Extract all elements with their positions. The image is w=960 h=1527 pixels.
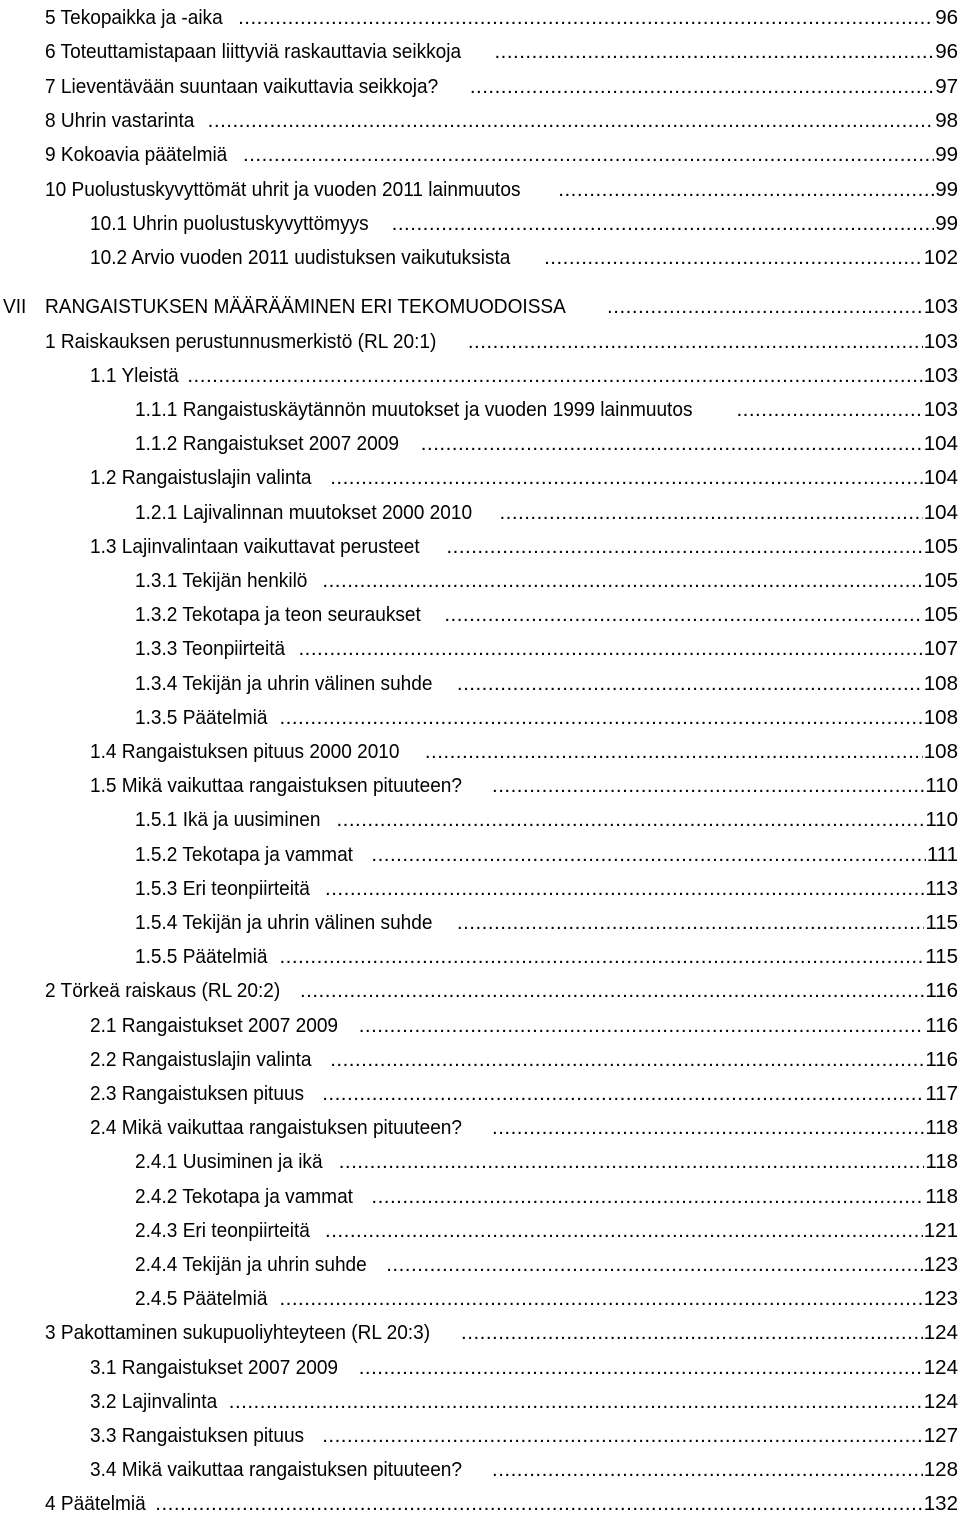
toc-entry-page: 115 [925, 945, 958, 969]
toc-entry-title: 1.5.1 Ikä ja uusiminen [135, 808, 321, 832]
toc-entry-page: 110 [925, 774, 958, 798]
toc-entry-page: 116 [925, 1047, 958, 1071]
toc-entry-page: 132 [923, 1492, 958, 1516]
toc-entry-page: 98 [935, 108, 958, 132]
toc-entry-title: 10.1 Uhrin puolustuskyvyttömyys [90, 211, 369, 235]
toc-entry-page: 96 [935, 40, 958, 64]
toc-entry-page: 104 [923, 432, 958, 456]
toc-entry-title: 1.3.2 Tekotapa ja teon seuraukset [135, 603, 421, 627]
toc-entry-title: 8 Uhrin vastarinta [45, 108, 195, 132]
toc-entry-title: 1.2 Rangaistuslajin valinta [90, 466, 312, 490]
dot-leader [371, 843, 925, 867]
toc-entry-title: 1.2.1 Lajivalinnan muutokset 2000 2010 [135, 500, 473, 524]
toc-entry[interactable] [90, 1452, 958, 1482]
toc-entry-page: 128 [923, 1458, 958, 1482]
toc-entry[interactable] [45, 973, 958, 1003]
toc-entry-title: 1.5.3 Eri teonpiirteitä [135, 876, 310, 900]
toc-entry-page: 99 [935, 211, 958, 235]
toc-entry-page: 116 [925, 1013, 958, 1037]
toc-entry-title: 1.3.3 Teonpiirteitä [135, 637, 286, 661]
dot-leader [492, 1116, 924, 1140]
toc-entry-page: 97 [935, 74, 958, 98]
toc-entry[interactable] [135, 631, 958, 661]
dot-leader [457, 911, 924, 935]
toc-entry[interactable] [135, 1247, 958, 1277]
toc-entry-page: 102 [923, 246, 958, 270]
toc-entry[interactable] [45, 289, 958, 319]
dot-leader [470, 75, 934, 99]
toc-entry-title: 9 Kokoavia päätelmiä [45, 143, 228, 167]
dot-leader [325, 1219, 923, 1243]
toc-entry[interactable] [135, 597, 958, 627]
dot-leader [300, 979, 924, 1003]
toc-entry-page: 105 [923, 569, 958, 592]
toc-entry[interactable] [45, 324, 958, 354]
dot-leader [392, 212, 935, 236]
toc-entry-page: 118 [925, 1150, 958, 1174]
dot-leader [229, 1390, 923, 1414]
toc-entry-page: 99 [935, 143, 958, 167]
toc-entry-page: 118 [925, 1116, 958, 1140]
toc-entry-title: 2 Törkeä raiskaus (RL 20:2) [45, 979, 281, 1003]
toc-entry-title: 3 Pakottaminen sukupuoliyhteyteen (RL 20:3) [45, 1321, 431, 1345]
toc-entry-page: 103 [923, 398, 958, 421]
toc-entry[interactable] [135, 905, 958, 935]
toc-entry-title: 4 Päätelmiä [45, 1492, 146, 1516]
toc-entry-page: 124 [923, 1389, 958, 1413]
dot-leader [421, 432, 923, 456]
toc-entry-title: 1.3.1 Tekijän henkilö [135, 569, 308, 592]
dot-leader [499, 501, 922, 525]
toc-entry-page: 108 [923, 671, 958, 695]
toc-entry[interactable] [45, 69, 958, 99]
toc-entry[interactable] [90, 358, 958, 388]
toc-entry-page: 108 [923, 740, 958, 763]
toc-entry-title: 1.1 Yleistä [90, 363, 179, 387]
toc-entry-page: 116 [925, 979, 958, 1003]
toc-entry-title: 1.5 Mikä vaikuttaa rangaistuksen pituuteen? [90, 774, 463, 798]
toc-entry-page: 105 [923, 534, 958, 558]
toc-entry-title: RANGAISTUKSEN MÄÄRÄÄMINEN ERI TEKOMUODOISSA [45, 295, 566, 319]
toc-entry[interactable] [90, 1418, 958, 1448]
toc-entry-title: 2.3 Rangaistuksen pituus [90, 1082, 305, 1105]
toc-entry-page: 103 [923, 329, 958, 353]
toc-entry[interactable] [135, 1213, 958, 1243]
dot-leader [187, 364, 922, 388]
toc-entry-title: 2.2 Rangaistuslajin valinta [90, 1047, 312, 1071]
toc-entry-title: 3.2 Lajinvalinta [90, 1389, 218, 1413]
dot-leader [386, 1253, 923, 1277]
toc-entry-page: 115 [925, 911, 958, 934]
toc-entry-title: 2.4.2 Tekotapa ja vammat [135, 1184, 353, 1208]
dot-leader [444, 603, 922, 627]
dot-leader [336, 808, 924, 832]
toc-entry-title: 2.4.1 Uusiminen ja ikä [135, 1150, 323, 1174]
dot-leader [339, 1150, 925, 1174]
toc-entry-title: 1.3.4 Tekijän ja uhrin välinen suhde [135, 671, 433, 695]
toc-entry[interactable] [135, 939, 958, 969]
toc-entry-page: 107 [923, 637, 958, 661]
dot-leader [425, 740, 923, 764]
toc-entry-title: 3.4 Mikä vaikuttaa rangaistuksen pituuteen? [90, 1458, 463, 1482]
dot-leader [494, 40, 934, 64]
toc-entry-page: 105 [923, 603, 958, 627]
toc-entry-title: 3.3 Rangaistuksen pituus [90, 1424, 305, 1447]
toc-entry[interactable] [90, 529, 958, 559]
toc-entry-title: 1.3 Lajinvalintaan vaikuttavat perusteet [90, 534, 420, 558]
toc-entry-page: 96 [935, 6, 958, 29]
dot-leader [322, 569, 922, 593]
toc-entry[interactable] [135, 837, 958, 867]
dot-leader [457, 672, 923, 696]
toc-entry[interactable] [45, 1315, 958, 1345]
dot-leader [238, 6, 934, 30]
toc-entry-title: 1.1.2 Rangaistukset 2007 2009 [135, 432, 399, 456]
dot-leader [279, 706, 922, 730]
toc-entry-title: 2.1 Rangaistukset 2007 2009 [90, 1013, 339, 1037]
toc-entry-page: 108 [923, 705, 958, 729]
toc-entry-title: 1.5.5 Päätelmiä [135, 945, 268, 969]
toc-entry-title: 6 Toteuttamistapaan liittyviä raskauttavia seikkoja [45, 40, 462, 64]
toc-entry-page: 121 [923, 1218, 958, 1242]
toc-entry[interactable] [135, 392, 958, 422]
toc-entry[interactable] [135, 1281, 958, 1311]
toc-entry-page: 118 [925, 1184, 958, 1208]
toc-entry-title: 1.5.2 Tekotapa ja vammat [135, 842, 353, 866]
dot-leader [446, 535, 922, 559]
toc-entry-page: 123 [923, 1287, 958, 1311]
toc-entry-page: 124 [923, 1355, 958, 1379]
dot-leader [155, 1492, 923, 1516]
toc-entry[interactable] [90, 1350, 958, 1380]
toc-entry[interactable] [135, 495, 958, 525]
toc-entry[interactable] [90, 1042, 958, 1072]
toc-entry[interactable] [90, 460, 958, 490]
toc-entry-title: 10.2 Arvio vuoden 2011 uudistuksen vaikutuksista [90, 246, 511, 270]
toc-entry[interactable] [135, 700, 958, 730]
toc-entry-page: 111 [926, 842, 958, 866]
dot-leader [322, 1424, 923, 1448]
toc-entry-page: 123 [923, 1253, 958, 1276]
toc-entry[interactable] [135, 1179, 958, 1209]
toc-entry-page: 103 [923, 363, 958, 387]
dot-leader [279, 1287, 922, 1311]
dot-leader [208, 109, 935, 133]
toc-entry-title: 10 Puolustuskyvyttömät uhrit ja vuoden 2011 lainmuutos [45, 177, 521, 201]
dot-leader [468, 330, 923, 354]
toc-entry[interactable] [90, 1384, 958, 1414]
toc-entry-page: 110 [925, 808, 958, 832]
dot-leader [298, 637, 922, 661]
toc-entry[interactable] [135, 1144, 958, 1174]
dot-leader [558, 178, 934, 202]
dot-leader [325, 877, 924, 901]
toc-entry[interactable] [90, 1076, 958, 1106]
toc-entry[interactable] [45, 0, 958, 30]
dot-leader [461, 1321, 923, 1345]
toc-entry[interactable] [135, 426, 958, 456]
toc-entry-title: 1.4 Rangaistuksen pituus 2000 2010 [90, 740, 400, 763]
toc-entry-title: 3.1 Rangaistukset 2007 2009 [90, 1355, 339, 1379]
toc-entry-title: 1.1.1 Rangaistuskäytännön muutokset ja vuoden 1999 lainmuutos [135, 398, 693, 421]
toc-entry-page: 99 [935, 177, 958, 201]
toc-entry[interactable] [45, 1486, 958, 1516]
toc-entry-page: 104 [923, 500, 958, 524]
dot-leader [330, 1048, 924, 1072]
toc-entry-title: 2.4.4 Tekijän ja uhrin suhde [135, 1253, 367, 1276]
toc-entry-page: 117 [925, 1082, 958, 1105]
dot-leader [359, 1356, 923, 1380]
toc-entry-title: 1 Raiskauksen perustunnusmerkistö (RL 20:1) [45, 329, 437, 353]
toc-entry-title: 2.4.5 Päätelmiä [135, 1287, 268, 1311]
toc-entry-page: 104 [923, 466, 958, 490]
toc-entry-title: 2.4.3 Eri teonpiirteitä [135, 1218, 310, 1242]
toc-entry-page: 113 [925, 876, 958, 900]
dot-leader [322, 1082, 924, 1106]
dot-leader [736, 398, 922, 422]
dot-leader [330, 466, 923, 490]
dot-leader [544, 246, 923, 270]
toc-entry-title: 5 Tekopaikka ja -aika [45, 6, 223, 29]
dot-leader [359, 1014, 925, 1038]
toc-entry[interactable] [90, 1110, 958, 1140]
dot-leader [371, 1185, 924, 1209]
toc-entry[interactable] [90, 206, 958, 236]
toc-entry[interactable] [135, 666, 958, 696]
toc-entry[interactable] [45, 172, 958, 202]
dot-leader [492, 774, 924, 798]
dot-leader [279, 945, 924, 969]
toc-entry[interactable] [45, 137, 958, 167]
toc-entry[interactable] [135, 871, 958, 901]
dot-leader [243, 143, 934, 167]
dot-leader [492, 1458, 923, 1482]
toc-entry-title: 1.5.4 Tekijän ja uhrin välinen suhde [135, 911, 433, 934]
toc-entry[interactable] [135, 563, 958, 593]
chapter-number: VII [3, 295, 27, 319]
toc-entry-title: 2.4 Mikä vaikuttaa rangaistuksen pituuteen? [90, 1116, 463, 1140]
toc-entry[interactable] [45, 103, 958, 133]
toc-entry[interactable] [135, 802, 958, 832]
toc-entry-page: 103 [923, 295, 958, 319]
toc-entry[interactable] [90, 768, 958, 798]
toc-entry[interactable] [45, 34, 958, 64]
toc-entry[interactable] [90, 240, 958, 270]
toc-entry-page: 124 [923, 1321, 958, 1345]
toc-entry-title: 1.3.5 Päätelmiä [135, 705, 268, 729]
dot-leader [607, 295, 923, 319]
toc-entry[interactable] [90, 1008, 958, 1038]
toc-entry-title: 7 Lieventävään suuntaan vaikuttavia seikkoja? [45, 74, 439, 98]
toc-entry[interactable] [90, 734, 958, 764]
toc-entry-page: 127 [923, 1424, 958, 1447]
